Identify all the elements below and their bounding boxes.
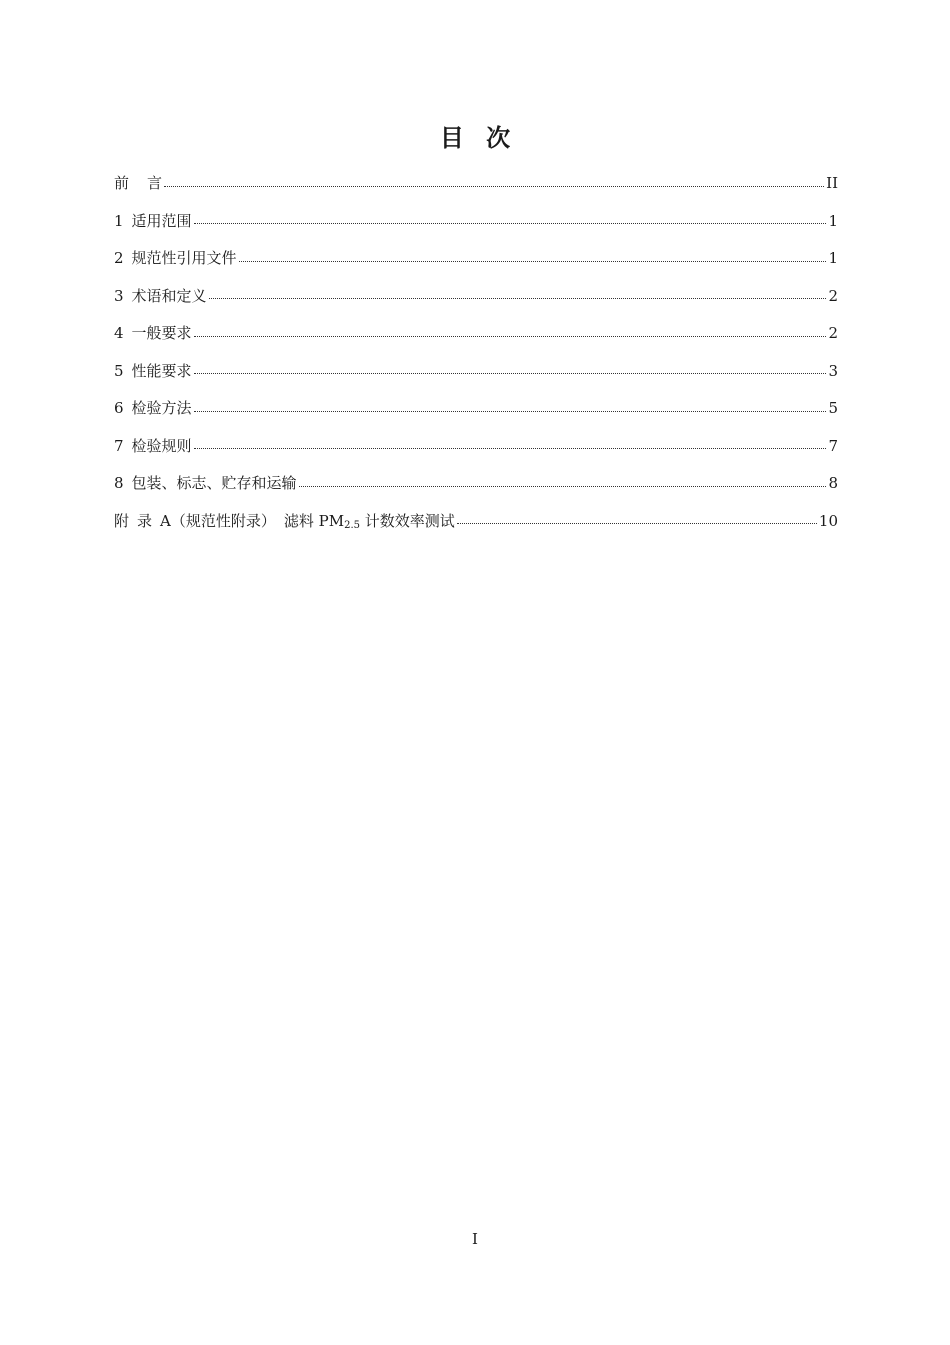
toc-entry-label: 2 规范性引用文件	[114, 249, 237, 267]
toc-page-number: II	[826, 174, 838, 192]
toc-page-number: 1	[828, 211, 838, 230]
toc-entry-general-requirements[interactable]	[114, 322, 838, 360]
toc-title: 目 次	[439, 124, 511, 152]
toc-page-number: 7	[828, 436, 838, 455]
toc-entry-label: 前 言	[114, 174, 163, 192]
toc-entry-normative-references[interactable]	[114, 247, 838, 285]
toc-entry-label: 8 包装、标志、贮存和运输	[114, 474, 297, 492]
table-of-contents	[114, 172, 838, 547]
toc-entry-performance-requirements[interactable]	[114, 360, 838, 398]
toc-entry-preface[interactable]	[114, 172, 838, 210]
toc-leader-dots	[457, 522, 817, 524]
toc-leader-dots	[194, 335, 827, 337]
toc-page-number: 1	[828, 249, 838, 267]
toc-entry-label: 6 检验方法	[114, 399, 192, 417]
toc-entry-terms-definitions[interactable]	[114, 285, 838, 323]
toc-entry-packaging-marking-storage-transport[interactable]	[114, 472, 838, 510]
toc-entry-test-methods[interactable]	[114, 397, 838, 435]
toc-leader-dots	[194, 222, 827, 224]
toc-page-number: 10	[818, 511, 838, 530]
toc-entry-label: 附 录 A（规范性附录） 滤料 $PM_{2.5}$ 计数效率测试	[114, 511, 455, 531]
toc-page-number: 2	[828, 286, 838, 305]
toc-page-number: 5	[828, 399, 838, 417]
toc-entry-label: 7 检验规则	[114, 436, 192, 455]
toc-page-number: 3	[828, 361, 838, 380]
toc-leader-dots	[194, 410, 827, 412]
toc-entry-label: 5 性能要求	[114, 361, 192, 380]
toc-leader-dots	[299, 485, 827, 487]
page-footer-number: I	[472, 1230, 478, 1248]
toc-entry-label: 4 一般要求	[114, 324, 192, 342]
toc-page-number: 8	[828, 474, 838, 492]
toc-page-number: 2	[828, 324, 838, 342]
toc-entry-label: 1 适用范围	[114, 211, 192, 230]
toc-leader-dots	[239, 260, 827, 262]
toc-entry-scope[interactable]	[114, 210, 838, 248]
toc-entry-appendix-a[interactable]	[114, 510, 838, 548]
toc-leader-dots	[194, 372, 827, 374]
toc-leader-dots	[194, 447, 827, 449]
toc-leader-dots	[164, 185, 824, 187]
toc-leader-dots	[209, 297, 827, 299]
toc-entry-inspection-rules[interactable]	[114, 435, 838, 473]
toc-entry-label: 3 术语和定义	[114, 286, 207, 305]
